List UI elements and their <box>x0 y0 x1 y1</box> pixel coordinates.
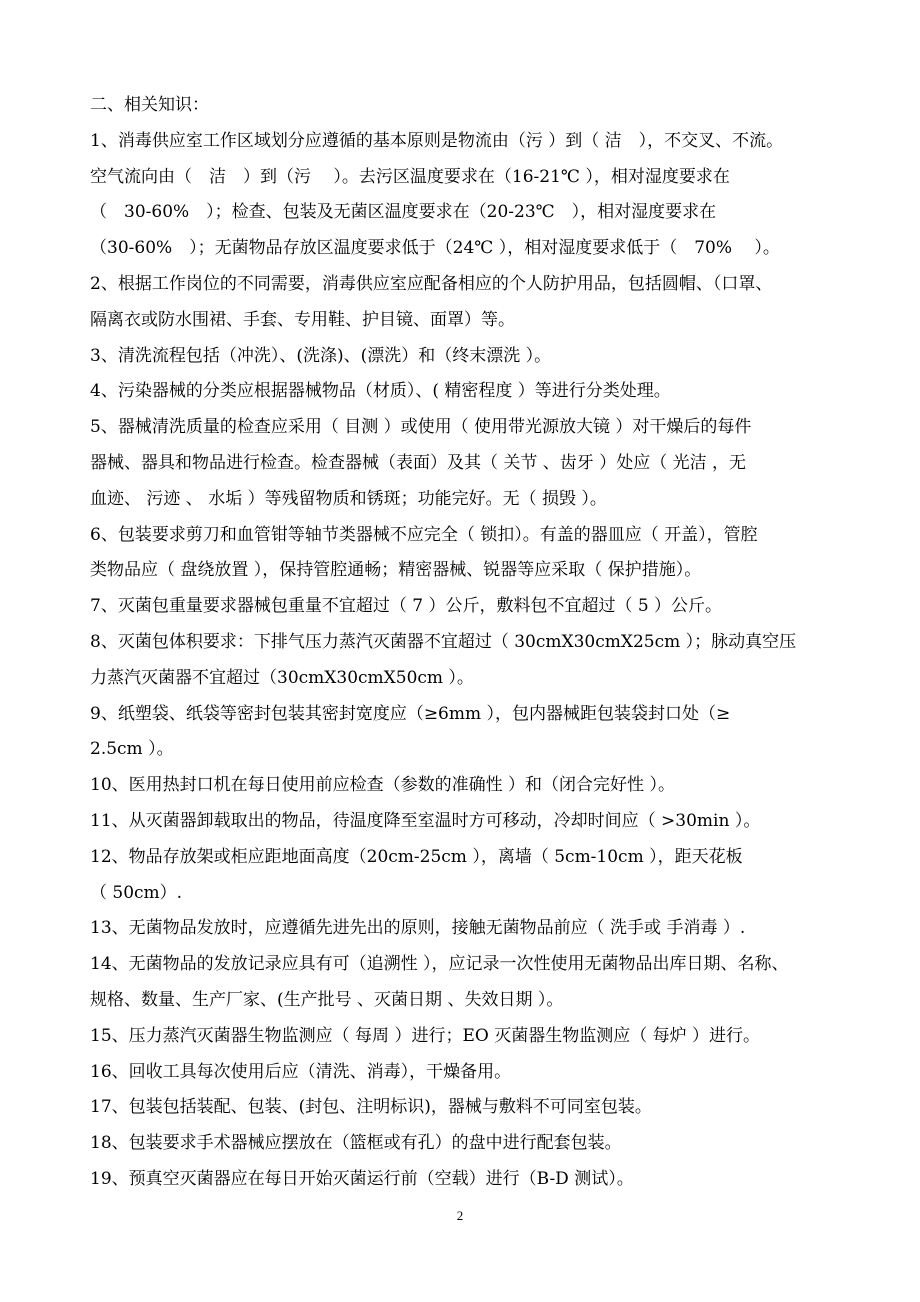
text-line: 18、包装要求手术器械应摆放在（篮框或有孔）的盘中进行配套包装。 <box>90 1133 622 1154</box>
text-line: 类物品应（ 盘绕放置 ），保持管腔通畅；精密器械、锐器等应采取（ 保护措施）。 <box>90 560 702 581</box>
text-line: 隔离衣或防水围裙、手套、专用鞋、护目镜、面罩）等。 <box>90 309 515 330</box>
text-line: 6、包装要求剪刀和血管钳等轴节类器械不应完全（ 锁扣）。有盖的器皿应（ 开盖），管腔 <box>90 524 758 545</box>
text-line: 规格、数量、生产厂家、(生产批号 、灭菌日期 、失效日期 ）。 <box>90 989 564 1010</box>
text-line: 9、纸塑袋、纸袋等密封包装其密封宽度应（≥6mm ），包内器械距包装袋封口处（≥ <box>90 703 731 724</box>
text-line: 3、清洗流程包括（冲洗）、(洗涤)、(漂洗）和（终末漂洗 ）。 <box>90 345 552 366</box>
section-heading: 二、相关知识： <box>90 95 209 115</box>
text-line: 1、消毒供应室工作区域划分应遵循的基本原则是物流由（污 ）到（ 洁 ），不交叉、不流。 <box>90 130 784 151</box>
text-line: 15、压力蒸汽灭菌器生物监测应（ 每周 ）进行；EO 灭菌器生物监测应（ 每炉 ）进行。 <box>90 1025 760 1046</box>
text-line: 12、物品存放架或柜应距地面高度（20cm-25cm ），离墙（ 5cm-10cm ），距天花板 <box>90 846 743 867</box>
text-line: 2.5cm ）。 <box>90 739 174 760</box>
text-line: 14、无菌物品的发放记录应具有可（追溯性 ），应记录一次性使用无菌物品出库日期、名称、 <box>90 954 789 975</box>
text-line: 16、回收工具每次使用后应（清洗、消毒），干燥备用。 <box>90 1061 512 1082</box>
text-line: 7、灭菌包重量要求器械包重量不宜超过（ 7 ）公斤，敷料包不宜超过（ 5 ）公斤。 <box>90 596 723 617</box>
text-line: 4、污染器械的分类应根据器械物品（材质）、( 精密程度 ）等进行分类处理。 <box>90 381 671 402</box>
document-lines <box>90 124 860 1198</box>
text-line: （ 30-60% ）；检查、包装及无菌区温度要求在（20-23℃ ），相对湿度要求在 <box>90 202 717 223</box>
text-line: 2、根据工作岗位的不同需要，消毒供应室应配备相应的个人防护用品，包括圆帽、（口罩、 <box>90 273 773 294</box>
text-line: 13、无菌物品发放时，应遵循先进先出的原则，接触无菌物品前应（ 洗手或 手消毒 ）. <box>90 918 746 939</box>
text-line: 空气流向由（ 洁 ）到（污 ）。去污区温度要求在（16-21℃ ），相对湿度要求在 <box>90 166 730 187</box>
text-line: 力蒸汽灭菌器不宜超过（30cmX30cmX50cm ）。 <box>90 667 474 688</box>
text-line: 器械、器具和物品进行检查。检查器械（表面）及其（ 关节 、齿牙 ）处应（ 光洁 ，无 <box>90 452 747 473</box>
text-line: 11、从灭菌器卸载取出的物品，待温度降至室温时方可移动，冷却时间应（ >30min ）。 <box>90 810 761 831</box>
text-line: 10、医用热封口机在每日使用前应检查（参数的准确性 ）和（闭合完好性 ）。 <box>90 775 675 796</box>
document-body <box>90 88 860 1198</box>
text-line: 5、器械清洗质量的检查应采用（ 目测 ）或使用（ 使用带光源放大镜 ）对干燥后的每件 <box>90 417 752 438</box>
text-line: （30-60% ）；无菌物品存放区温度要求低于（24℃ ），相对湿度要求低于（ 70% ）。 <box>90 238 780 259</box>
text-line: 17、包装包括装配、包装、(封包、注明标识)，器械与敷料不可同室包装。 <box>90 1097 652 1118</box>
text-line: 8、灭菌包体积要求：下排气压力蒸汽灭菌器不宜超过（ 30cmX30cmX25cm ）；脉动真空压 <box>90 631 797 652</box>
page-number: 2 <box>456 1208 464 1223</box>
text-line: 19、预真空灭菌器应在每日开始灭菌运行前（空载）进行（B-D 测试）。 <box>90 1168 634 1189</box>
text-line: （ 50cm）. <box>90 882 183 903</box>
text-line: 血迹、 污迹 、 水垢 ）等残留物质和锈斑；功能完好。无（ 损毁 ）。 <box>90 488 607 509</box>
